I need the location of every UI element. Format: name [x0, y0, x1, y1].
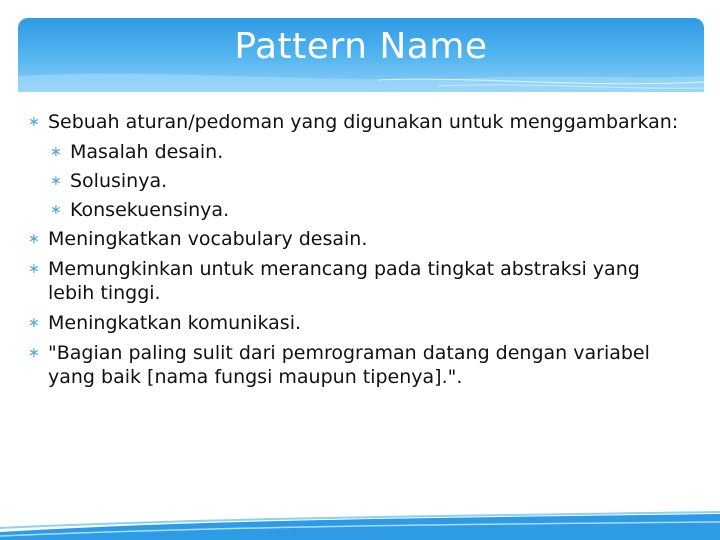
bullet-text: "Bagian paling sulit dari pemrograman datang dengan variabel yang baik [nama fungsi maupun tipenya].". — [48, 342, 650, 388]
bullet-text: Konsekuensinya. — [70, 199, 230, 221]
bottom-wave-decoration — [0, 510, 720, 540]
bullet-item-2 — [28, 227, 688, 251]
bullet-item-5 — [28, 341, 688, 389]
title-bar — [18, 18, 704, 92]
bullet-text: Masalah desain. — [70, 141, 224, 163]
bullet-asterisk-icon: ∗ — [28, 231, 40, 247]
bullet-text: Meningkatkan komunikasi. — [48, 312, 302, 334]
bullet-text: Solusinya. — [70, 170, 168, 192]
bullet-asterisk-icon: ∗ — [28, 345, 40, 361]
sub-bullet-item-3 — [50, 198, 688, 222]
sub-bullet-item-1 — [50, 140, 688, 164]
bullet-asterisk-icon: ∗ — [50, 202, 62, 218]
bullet-list — [28, 110, 688, 395]
bullet-asterisk-icon: ∗ — [50, 144, 62, 160]
bullet-asterisk-icon: ∗ — [28, 114, 40, 130]
bullet-text: Meningkatkan vocabulary desain. — [48, 228, 368, 250]
bullet-asterisk-icon: ∗ — [28, 261, 40, 277]
bullet-text: Sebuah aturan/pedoman yang digunakan untuk menggambarkan: — [48, 111, 679, 133]
bullet-asterisk-icon: ∗ — [28, 315, 40, 331]
bullet-item-3 — [28, 257, 688, 305]
bullet-text: Memungkinkan untuk merancang pada tingkat abstraksi yang lebih tinggi. — [48, 258, 640, 304]
bullet-asterisk-icon: ∗ — [50, 173, 62, 189]
bullet-item-1 — [28, 110, 688, 134]
sub-bullet-item-2 — [50, 169, 688, 193]
bullet-item-4 — [28, 311, 688, 335]
slide-title: Pattern Name — [234, 26, 488, 67]
